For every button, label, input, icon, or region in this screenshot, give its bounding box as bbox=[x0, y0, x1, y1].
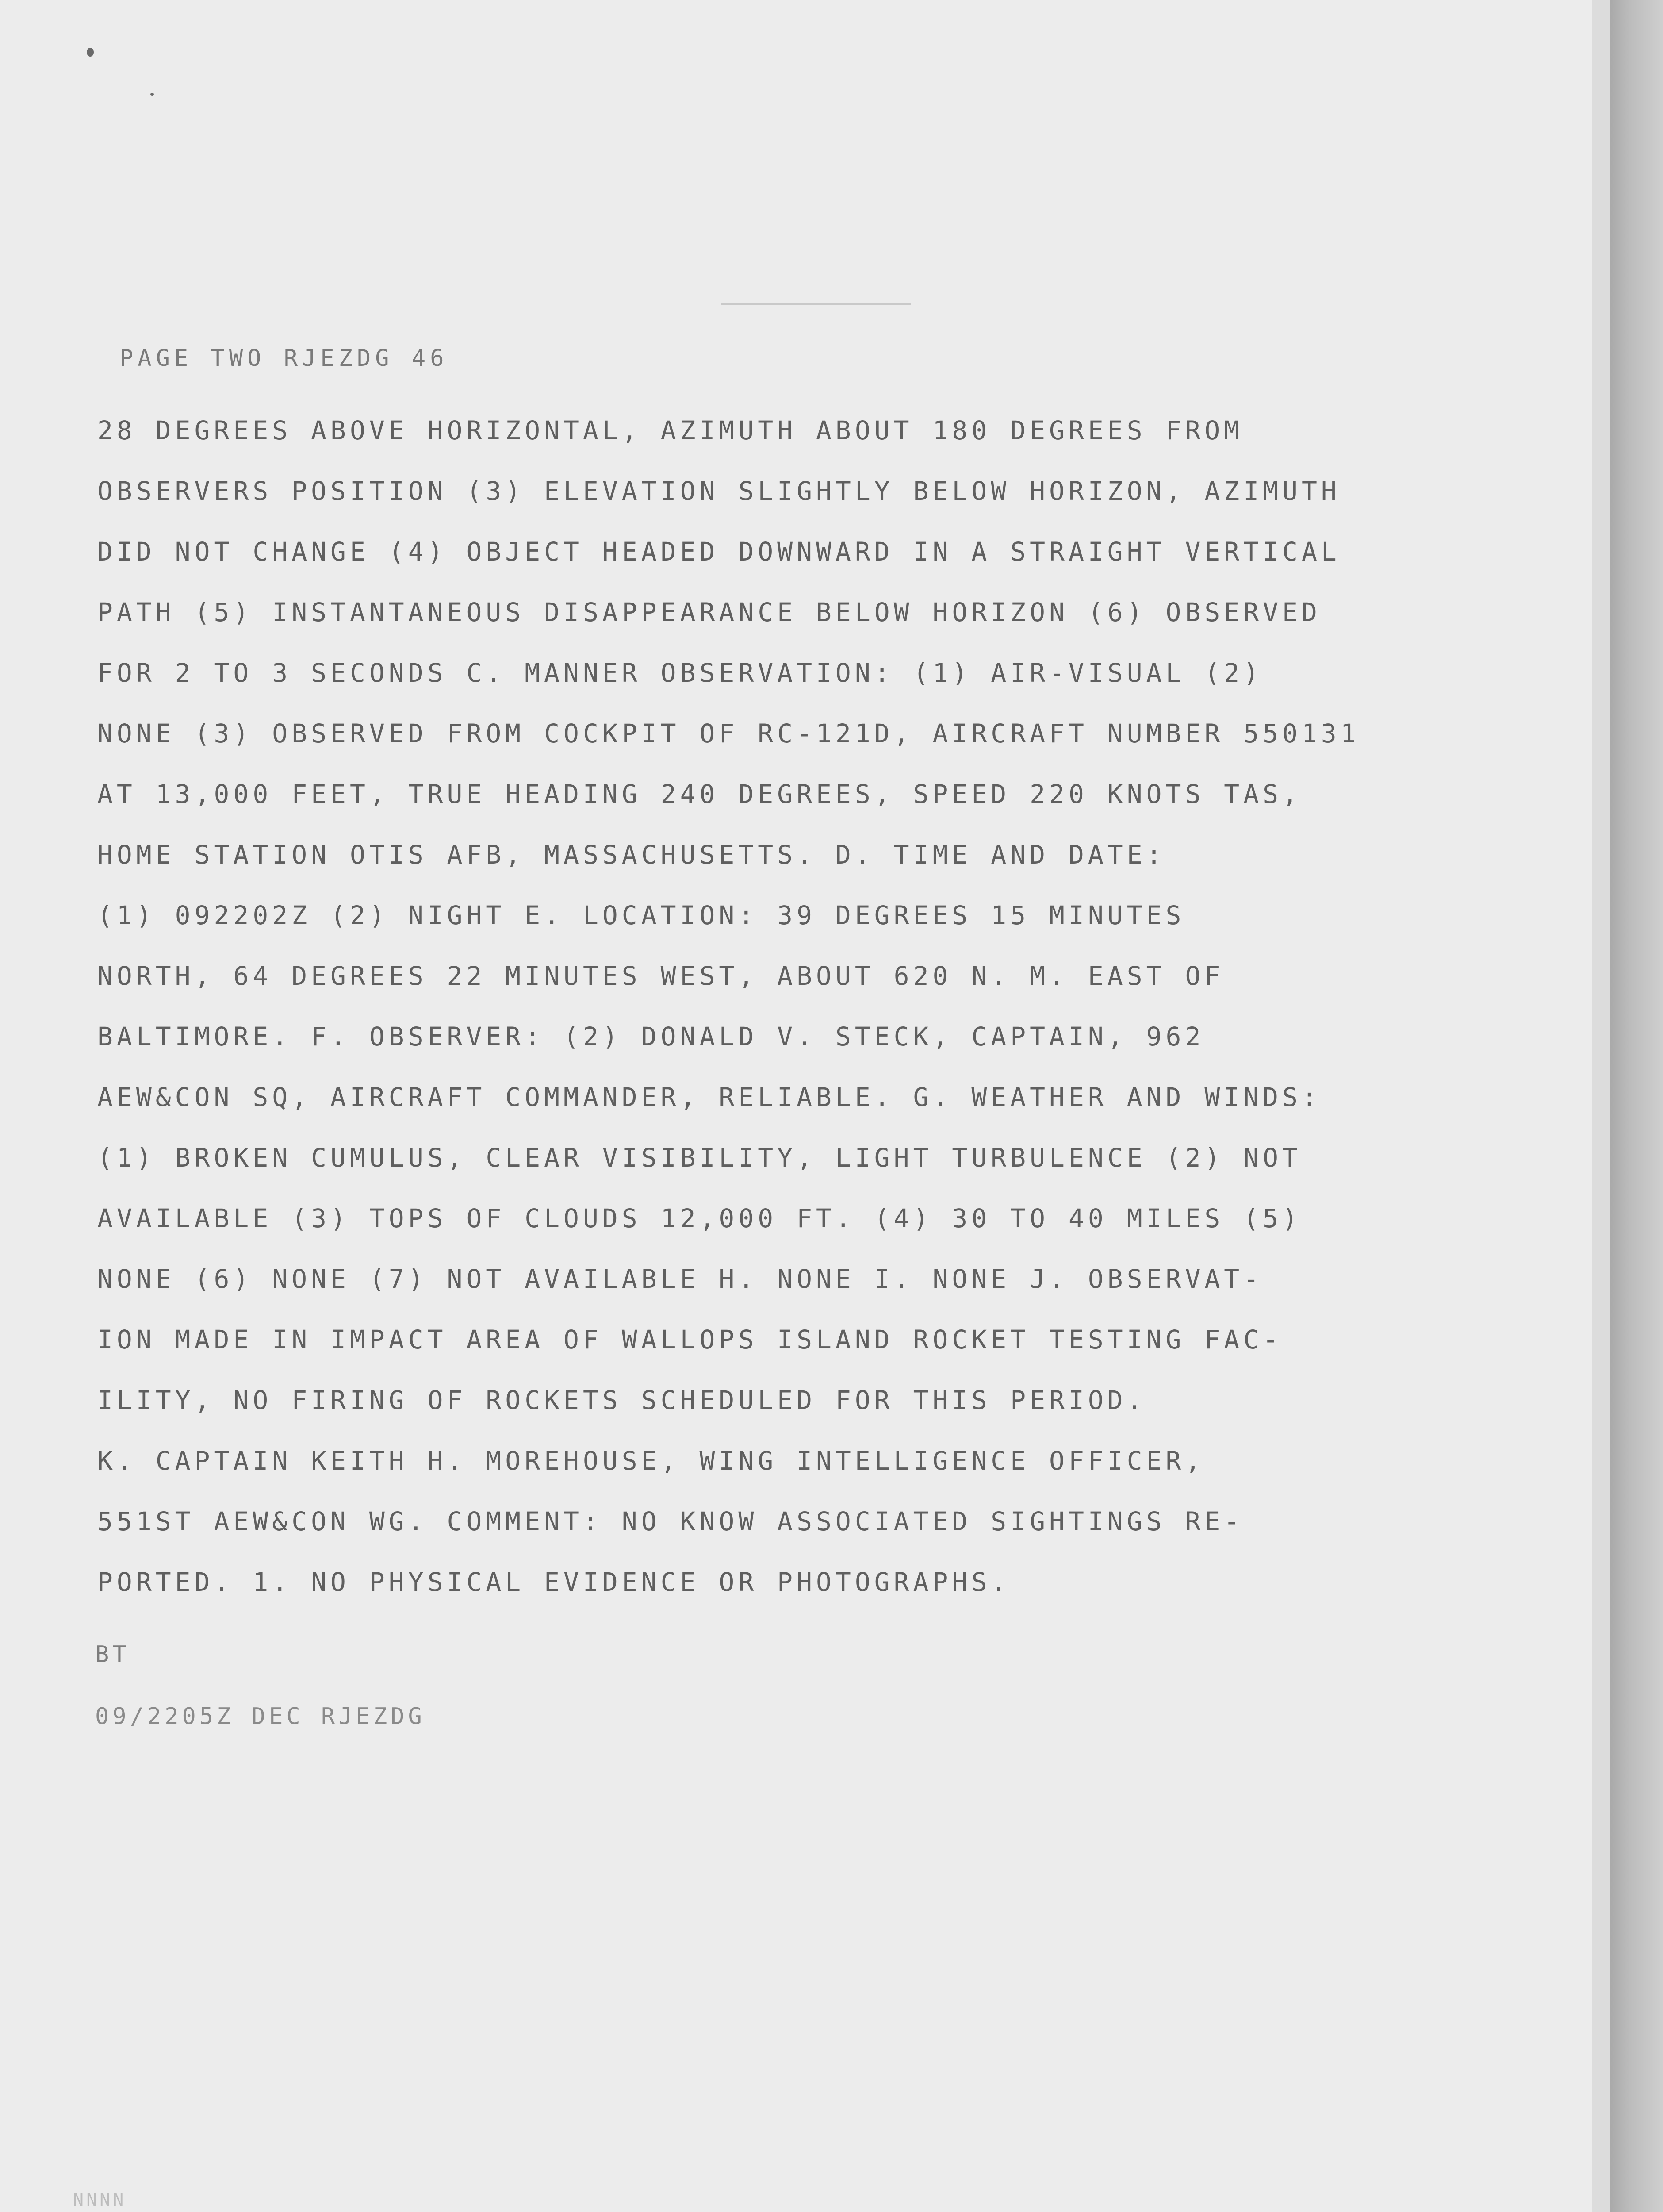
body-line: NORTH, 64 DEGREES 22 MINUTES WEST, ABOUT 620 N. M. EAST OF bbox=[97, 961, 1224, 991]
body-line: 551ST AEW&CON WG. COMMENT: NO KNOW ASSOCIATED SIGHTINGS RE- bbox=[97, 1506, 1244, 1536]
ink-speck bbox=[87, 48, 94, 57]
message-header: PAGE TWO RJEZDG 46 bbox=[119, 345, 448, 372]
body-line: DID NOT CHANGE (4) OBJECT HEADED DOWNWARD IN A STRAIGHT VERTICAL bbox=[97, 537, 1341, 567]
message-body bbox=[97, 400, 1360, 1613]
body-line: AT 13,000 FEET, TRUE HEADING 240 DEGREES, SPEED 220 KNOTS TAS, bbox=[97, 779, 1302, 809]
body-line: ION MADE IN IMPACT AREA OF WALLOPS ISLAND ROCKET TESTING FAC- bbox=[97, 1325, 1283, 1355]
body-line: AVAILABLE (3) TOPS OF CLOUDS 12,000 FT. (4) 30 TO 40 MILES (5) bbox=[97, 1203, 1302, 1233]
body-line: 28 DEGREES ABOVE HORIZONTAL, AZIMUTH ABOUT 180 DEGREES FROM bbox=[97, 415, 1244, 445]
body-line: NONE (3) OBSERVED FROM COCKPIT OF RC-121D, AIRCRAFT NUMBER 550131 bbox=[97, 718, 1360, 749]
body-line: AEW&CON SQ, AIRCRAFT COMMANDER, RELIABLE. G. WEATHER AND WINDS: bbox=[97, 1082, 1321, 1112]
body-line: BALTIMORE. F. OBSERVER: (2) DONALD V. STECK, CAPTAIN, 962 bbox=[97, 1022, 1205, 1052]
date-time-group: 09/2205Z DEC RJEZDG bbox=[95, 1703, 425, 1730]
body-line: K. CAPTAIN KEITH H. MOREHOUSE, WING INTELLIGENCE OFFICER, bbox=[97, 1446, 1205, 1476]
sheet-edge-shadow bbox=[1592, 0, 1610, 2212]
body-line: (1) 092202Z (2) NIGHT E. LOCATION: 39 DEGREES 15 MINUTES bbox=[97, 900, 1185, 930]
body-line: FOR 2 TO 3 SECONDS C. MANNER OBSERVATION: (1) AIR-VISUAL (2) bbox=[97, 658, 1263, 688]
end-of-message: NNNN bbox=[73, 2190, 126, 2210]
break-marker: BT bbox=[95, 1641, 130, 1668]
body-line: PORTED. 1. NO PHYSICAL EVIDENCE OR PHOTOGRAPHS. bbox=[97, 1567, 1011, 1597]
body-line: (1) BROKEN CUMULUS, CLEAR VISIBILITY, LIGHT TURBULENCE (2) NOT bbox=[97, 1143, 1302, 1173]
scan-border bbox=[1610, 0, 1663, 2212]
header-rule bbox=[721, 303, 911, 305]
body-line: PATH (5) INSTANTANEOUS DISAPPEARANCE BELOW HORIZON (6) OBSERVED bbox=[97, 597, 1321, 627]
body-line: NONE (6) NONE (7) NOT AVAILABLE H. NONE I. NONE J. OBSERVAT- bbox=[97, 1264, 1263, 1294]
body-line: HOME STATION OTIS AFB, MASSACHUSETTS. D. TIME AND DATE: bbox=[97, 840, 1166, 870]
ink-speck bbox=[150, 93, 154, 96]
body-line: OBSERVERS POSITION (3) ELEVATION SLIGHTLY BELOW HORIZON, AZIMUTH bbox=[97, 476, 1341, 506]
body-line: ILITY, NO FIRING OF ROCKETS SCHEDULED FOR THIS PERIOD. bbox=[97, 1385, 1146, 1415]
